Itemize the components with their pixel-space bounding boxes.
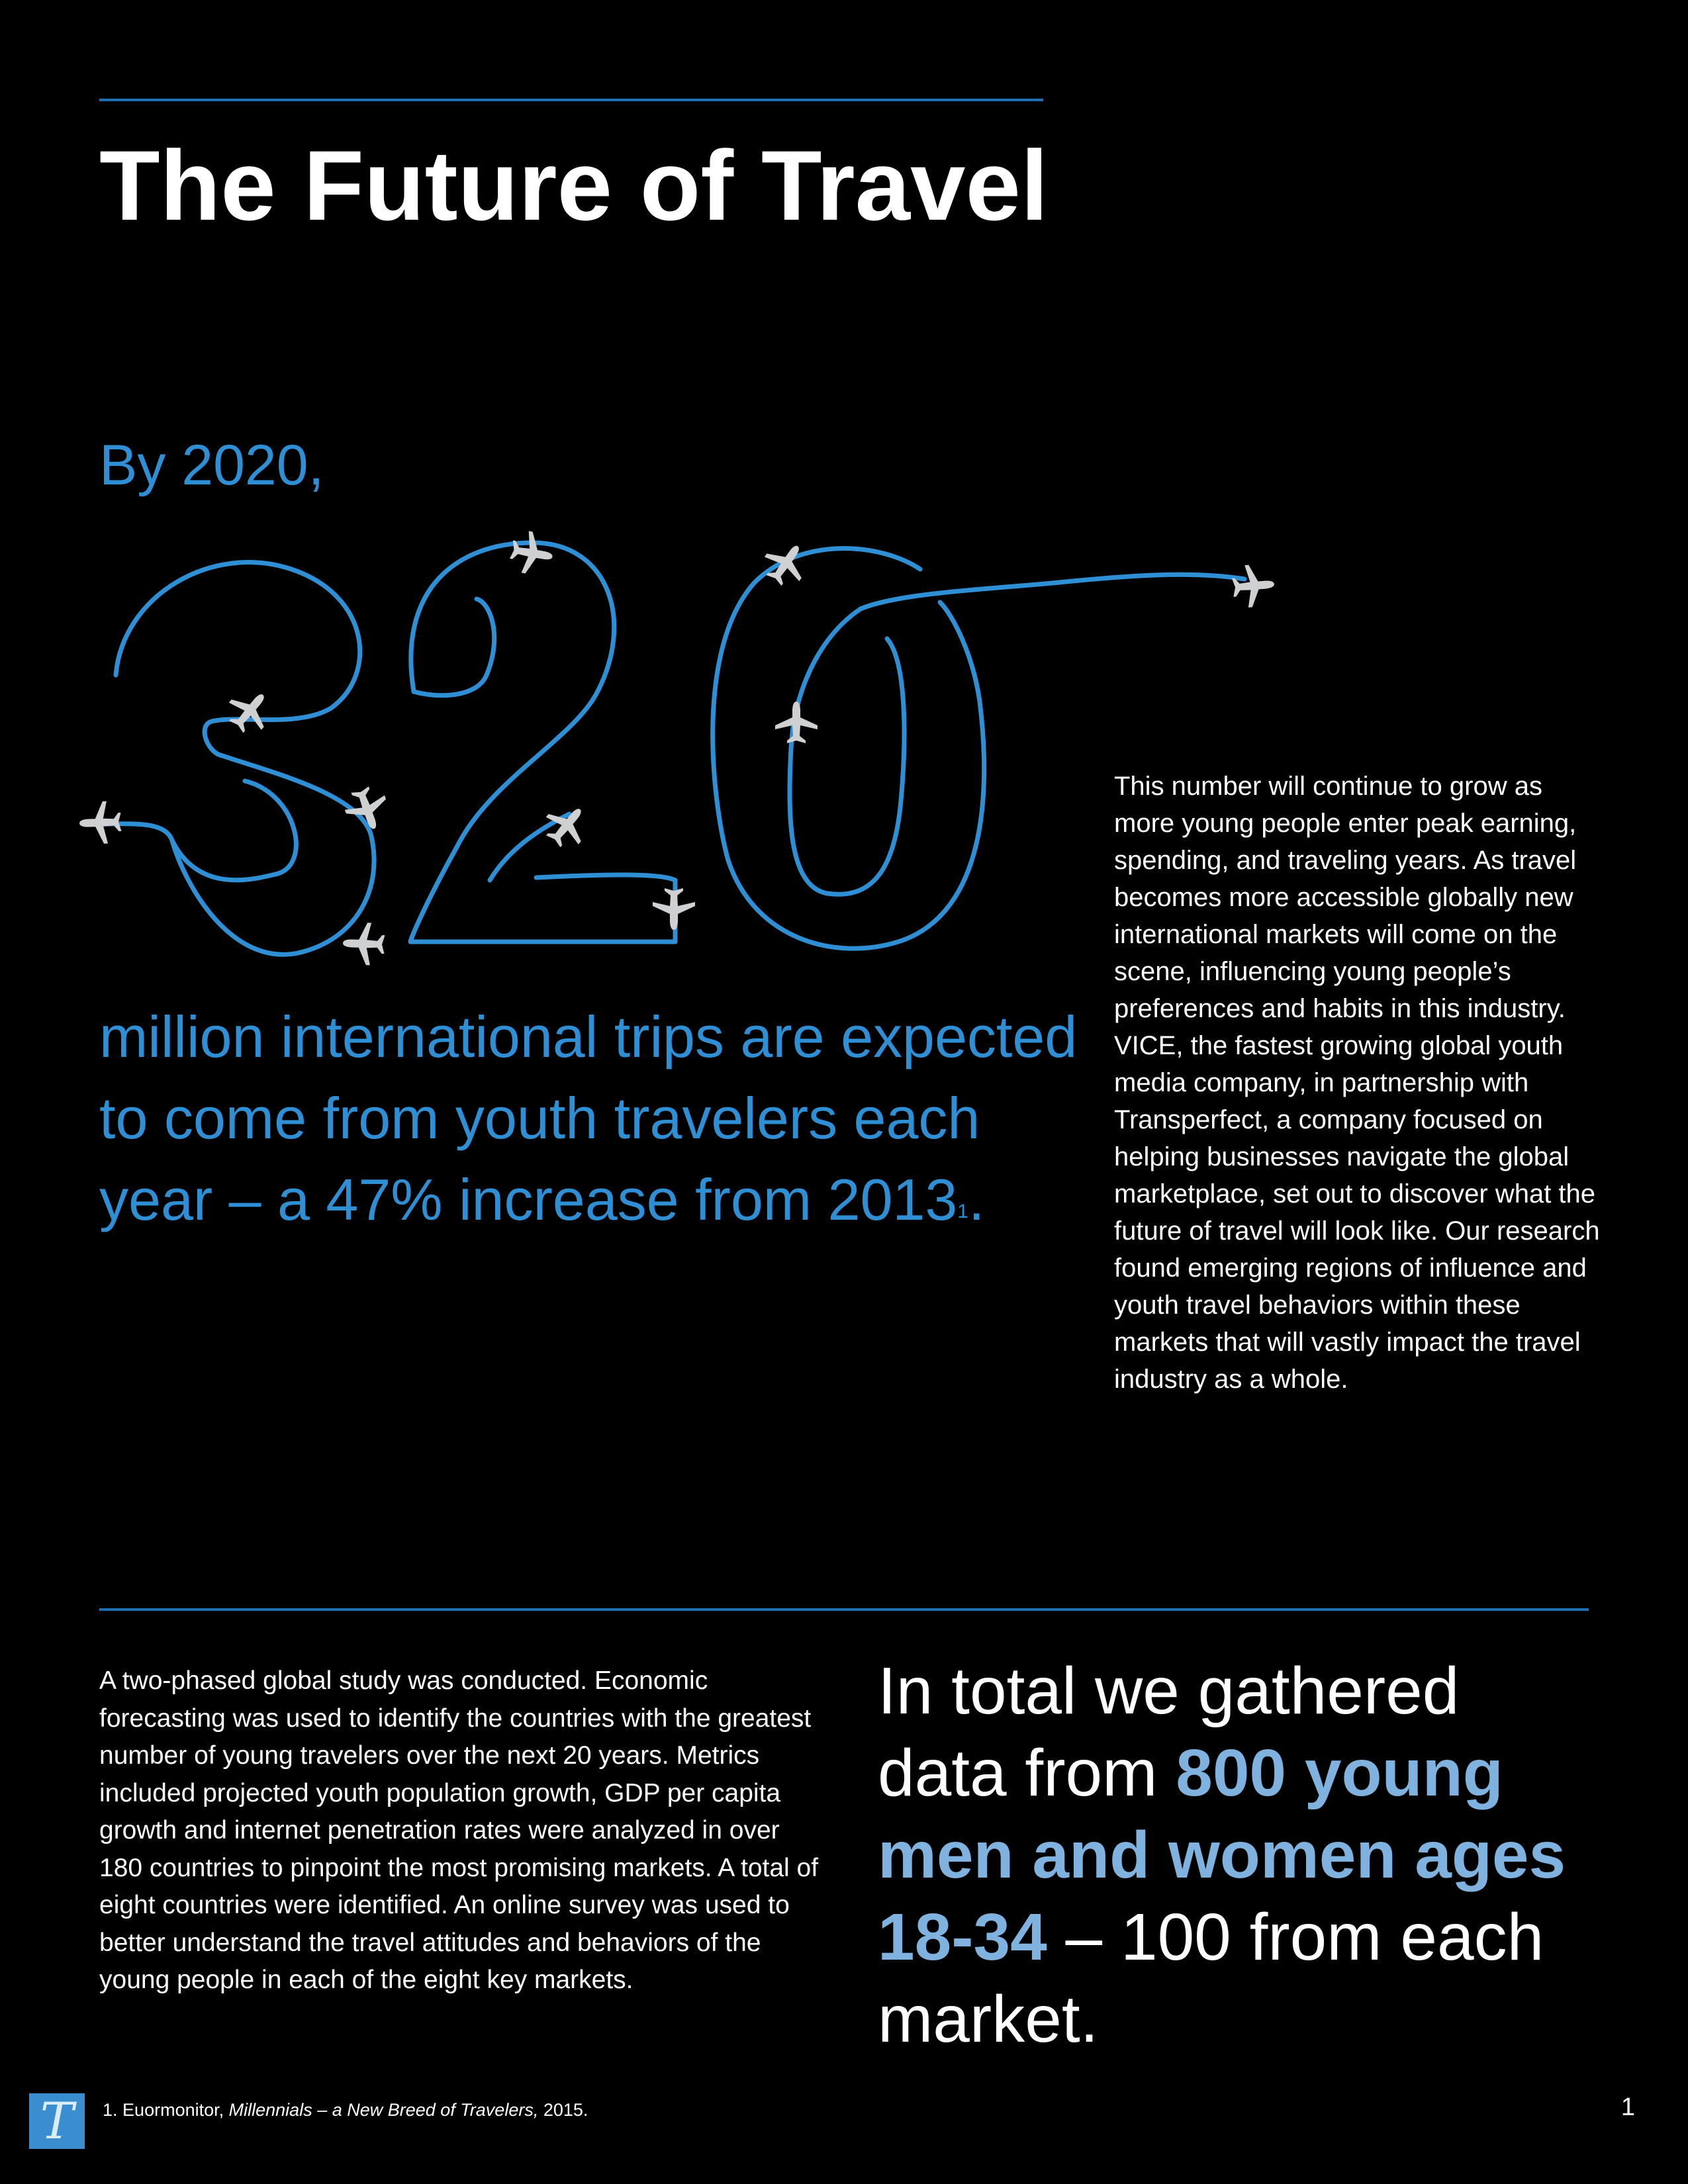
top-divider <box>99 99 1043 101</box>
airplane-icon <box>342 922 385 966</box>
callout-prefix: In total we gathered data from <box>878 1654 1460 1810</box>
headline-text: million international trips are expected to come from youth travelers each year – a 47% increase from 2013 <box>99 1004 1078 1232</box>
headline-statement <box>99 996 1092 1240</box>
footnote-number: 1. <box>103 2100 118 2120</box>
methodology-paragraph: A two-phased global study was conducted. Economic forecasting was used to identify the countries with the greatest number of young travelers over the next 20 years. Metrics included projected youth population growth, GDP per capita growth and internet penetration rates were analyzed in over 180 countries to pinpoint the most promising markets. A total of eight countries were identified. An online survey was used to better understand the travel attitudes and behaviors of the young people in each of the eight key markets. <box>99 1666 819 1994</box>
airplane-icon <box>340 782 395 836</box>
intro-lead: By 2020, <box>99 433 324 497</box>
airplane-icon <box>653 888 695 930</box>
digit-three-trace <box>99 563 374 955</box>
digit-two-trace <box>410 543 675 942</box>
airplane-icon <box>1231 563 1276 609</box>
footnote-source: Euormonitor, <box>122 2100 224 2120</box>
airplane-icon <box>757 534 816 592</box>
callout-suffix: – 100 from each market. <box>878 1900 1544 2056</box>
airplane-icon <box>79 801 122 844</box>
section-divider <box>99 1608 1589 1611</box>
airplane-icon <box>537 796 596 854</box>
sample-size-callout <box>878 1650 1579 2060</box>
transperfect-logo-icon: T <box>29 2093 85 2149</box>
footnote-reference: 1 <box>957 1201 968 1222</box>
airplane-icon <box>508 529 556 578</box>
flight-planes <box>79 529 1276 966</box>
footnote-year: 2015. <box>543 2100 588 2120</box>
headline-end: . <box>968 1167 985 1232</box>
page-number: 1 <box>1620 2093 1635 2121</box>
page-title: The Future of Travel <box>99 130 1049 241</box>
callout-highlight: 800 young men and women ages 18-34 <box>878 1736 1566 1974</box>
airplane-icon <box>775 702 818 743</box>
airplane-icon <box>220 681 279 740</box>
footnote <box>103 2099 588 2120</box>
footnote-work-title: Millennials – a New Breed of Travelers, <box>228 2100 539 2120</box>
context-paragraph: This number will continue to grow as more young people enter peak earning, spending, and traveling years. As travel becomes more accessible globally new international markets will come on the scene, influencing young people’s preferences and habits in this industry. VICE, the fastest growing global youth media company, in partnership with Transperfect, a company focused on helping businesses navigate the global marketplace, set out to discover what the future of travel will look like. Our research found emerging regions of influence and youth travel behaviors within these markets that will vastly impact the travel industry as a whole. <box>1114 772 1600 1394</box>
